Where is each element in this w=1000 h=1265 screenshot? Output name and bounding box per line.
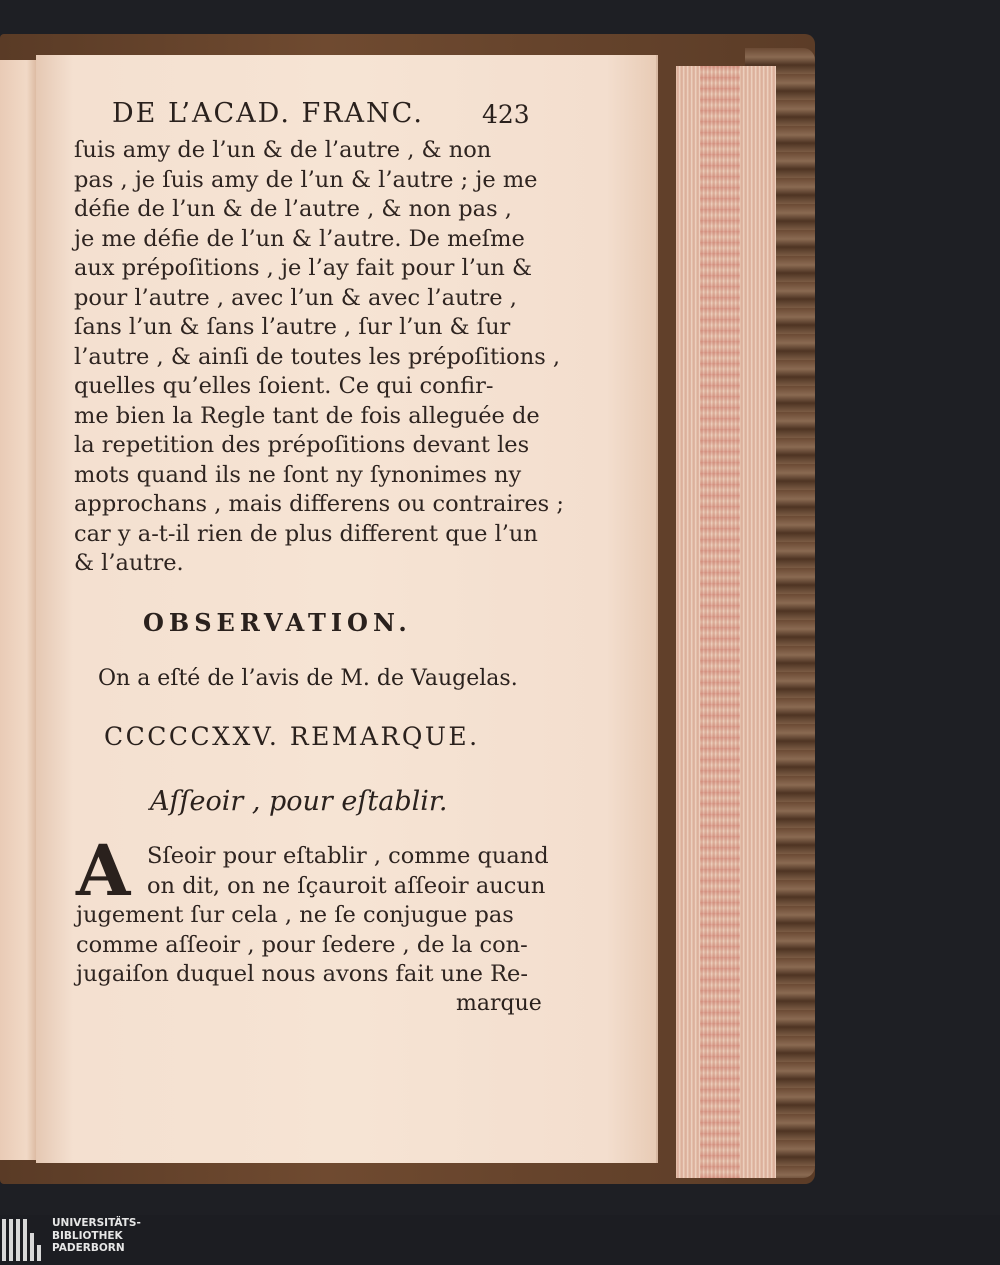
- text-line: jugement ſur cela , ne ſe conjugue pas: [76, 902, 514, 928]
- text-line: on dit, on ne ſçauroit aſſeoir aucun: [147, 872, 546, 899]
- library-name-line: PADERBORN: [52, 1242, 125, 1254]
- text-line: défie de l’un & de l’autre , & non pas ,: [74, 196, 512, 222]
- library-name-line: UNIVERSITÄTS-: [52, 1217, 141, 1229]
- page-edges-speckle: [700, 66, 740, 1178]
- text-line: & l’autre.: [74, 550, 184, 576]
- observation-text: On a eſté de l’avis de M. de Vaugelas.: [98, 666, 518, 691]
- text-line: la repetition des prépoſitions devant les: [74, 432, 530, 458]
- text-line: pour l’autre , avec l’un & avec l’autre ,: [74, 284, 517, 311]
- library-footer: [0, 1215, 1000, 1265]
- text-line: pas , je ſuis amy de l’un & l’autre ; je me: [74, 166, 538, 193]
- text-line: comme aſſeoir , pour ſedere , de la con-: [76, 931, 528, 958]
- text-line: je me défie de l’un & l’autre. De meſme: [74, 225, 525, 252]
- text-line: me bien la Regle tant de fois alleguée de: [74, 402, 540, 429]
- library-logo-icon: [2, 1219, 42, 1261]
- library-name-line: BIBLIOTHEK: [52, 1229, 123, 1242]
- running-title: DE L’ACAD. FRANC.: [112, 98, 424, 129]
- remarque-heading: CCCCCXXV. REMARQUE.: [104, 722, 480, 751]
- drop-cap: A: [76, 829, 131, 912]
- observation-heading: OBSERVATION.: [143, 608, 412, 637]
- text-line: ſans l’un & ſans l’autre , ſur l’un & ſur: [74, 314, 511, 340]
- text-line: Sſeoir pour eſtablir , comme quand: [147, 843, 549, 869]
- text-line: approchans , mais differens ou contraires ;: [74, 491, 564, 517]
- paragraph-indented: [147, 842, 549, 901]
- text-line: l’autre , & ainſi de toutes les prépoſitions ,: [74, 343, 561, 370]
- text-line: mots quand ils ne ſont ny ſynonimes ny: [74, 461, 522, 488]
- text-line: quelles qu’elles ſoient. Ce qui confir-: [74, 373, 494, 399]
- body-text: [74, 136, 564, 579]
- remarque-subtitle: Aſſeoir , pour eſtablir.: [150, 786, 448, 817]
- text-line: aux prépoſitions , je l’ay fait pour l’un &: [74, 255, 533, 281]
- facing-page-strip: [0, 60, 38, 1160]
- library-name: [52, 1217, 141, 1255]
- text-line: car y a-t-il rien de plus different que l’un: [74, 520, 538, 547]
- text-line: ſuis amy de l’un & de l’autre , & non: [74, 137, 492, 163]
- text-line: jugaiſon duquel nous avons fait une Re-: [76, 961, 528, 987]
- catchword: marque: [456, 991, 542, 1016]
- paragraph-full: [76, 901, 528, 990]
- page-number: 423: [482, 100, 530, 129]
